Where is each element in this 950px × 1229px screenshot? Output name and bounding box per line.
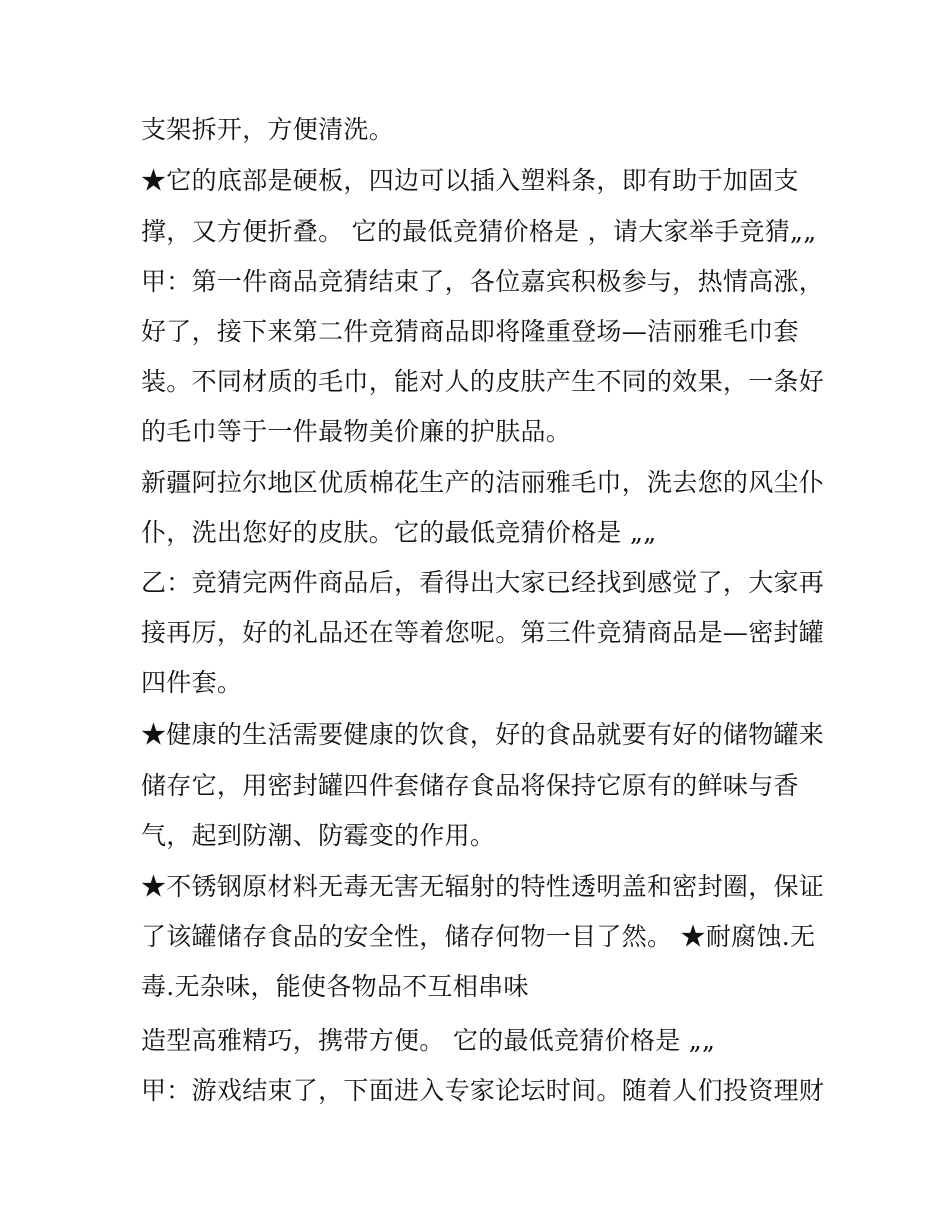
text-line: 储存它，用密封罐四件套储存食品将保持它原有的鲜味与香 <box>141 771 799 800</box>
text-line: 气，起到防潮、防霉变的作用。 <box>141 821 496 850</box>
text-line: 撑，又方便折叠。 它的最低竞猜价格是 ，请大家举手竞猜„„ <box>141 217 817 246</box>
text-line: 新疆阿拉尔地区优质棉花生产的洁丽雅毛巾，洗去您的风尘仆 <box>141 468 825 497</box>
text-line: 甲：第一件商品竞猜结束了，各位嘉宾积极参与，热情高涨， <box>141 267 825 296</box>
text-line: 接再厉，好的礼品还在等着您呢。第三件竞猜商品是—密封罐 <box>141 618 825 647</box>
text-line: 四件套。 <box>141 668 243 697</box>
text-line: ★不锈钢原材料无毒无害无辐射的特性透明盖和密封圈，保证 <box>141 872 825 901</box>
text-line: 装。不同材质的毛巾，能对人的皮肤产生不同的效果，一条好 <box>141 367 825 396</box>
text-line: ★它的底部是硬板，四边可以插入塑料条，即有助于加固支 <box>141 166 799 195</box>
text-line: 支架拆开，方便清洗。 <box>141 115 395 144</box>
text-line: 毒.无杂味，能使各物品不互相串味 <box>141 972 529 1001</box>
text-line: 了该罐储存食品的安全性，储存何物一目了然。 ★耐腐蚀.无 <box>141 922 816 951</box>
text-line: ★健康的生活需要健康的饮食，好的食品就要有好的储物罐来 <box>141 720 825 749</box>
text-line: 乙：竞猜完两件商品后，看得出大家已经找到感觉了，大家再 <box>141 568 825 597</box>
text-line: 的毛巾等于一件最物美价廉的护肤品。 <box>141 417 572 446</box>
text-line: 仆，洗出您好的皮肤。它的最低竞猜价格是 „„ <box>141 518 657 547</box>
text-line: 造型高雅精巧，携带方便。 它的最低竞猜价格是 „„ <box>141 1026 716 1055</box>
text-line: 好了，接下来第二件竞猜商品即将隆重登场—洁丽雅毛巾套 <box>141 317 799 346</box>
text-line: 甲：游戏结束了，下面进入专家论坛时间。随着人们投资理财 <box>141 1076 825 1105</box>
